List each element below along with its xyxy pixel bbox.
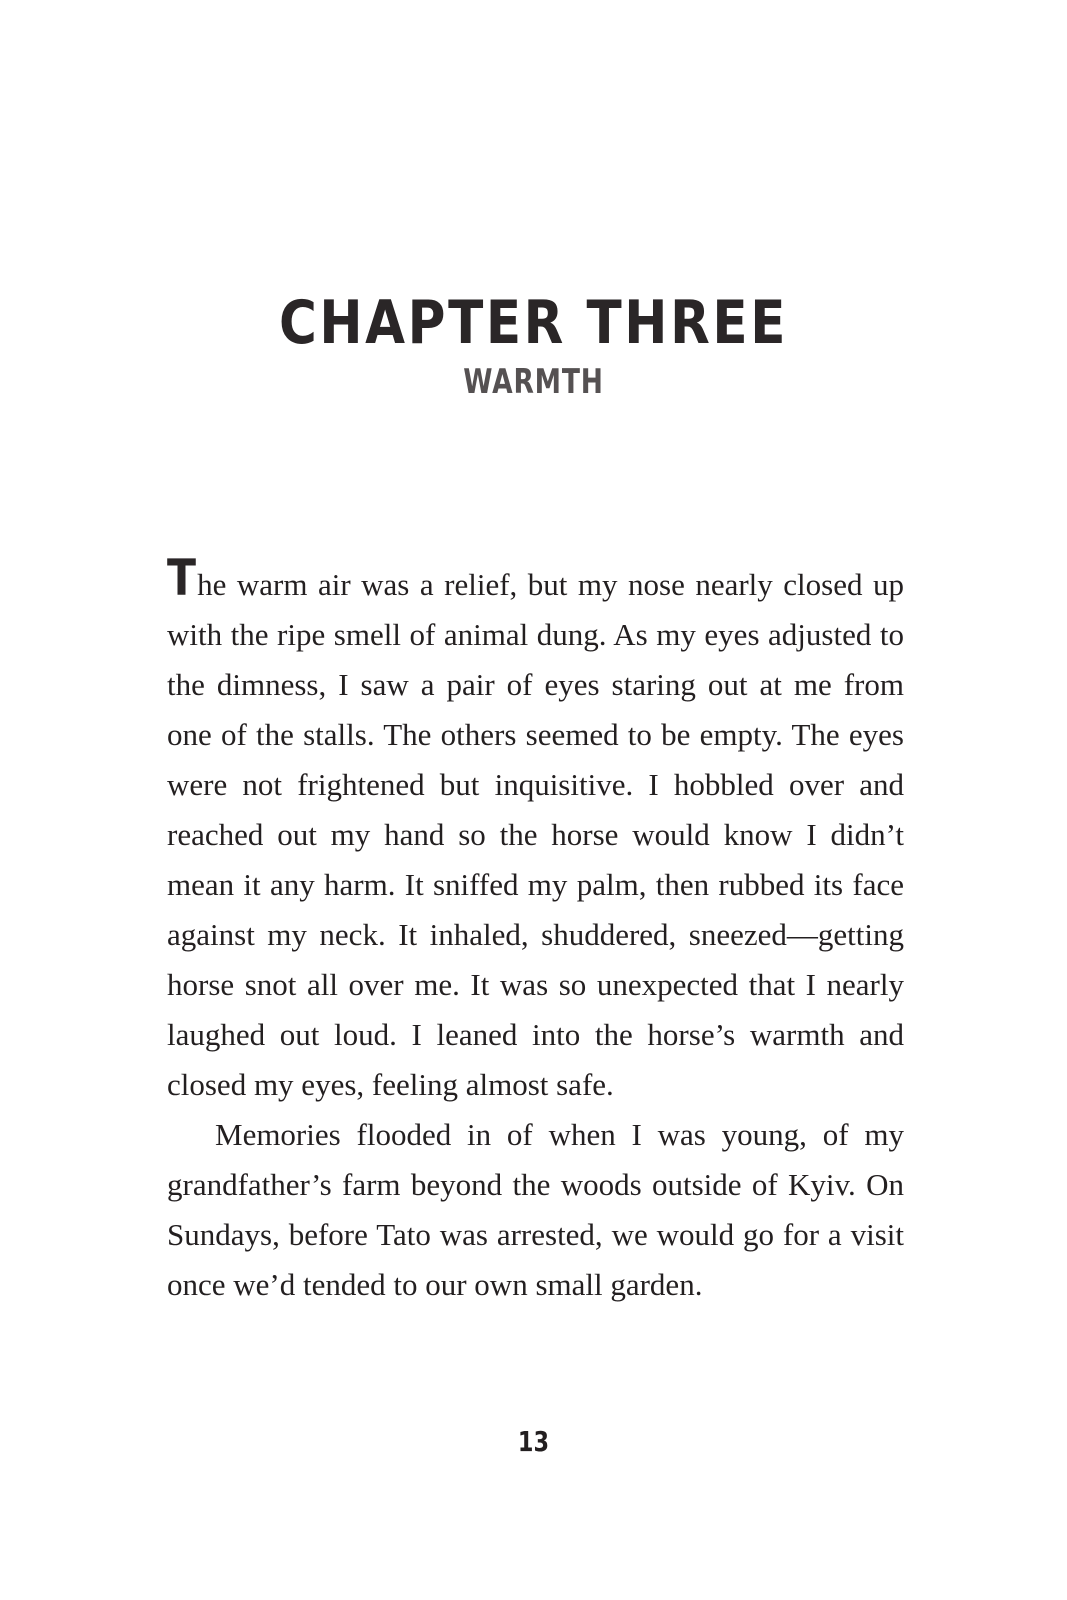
paragraph-1 (167, 549, 904, 1110)
paragraph-2: Memories flooded in of when I was young, of my grandfather’s farm beyond the woods outside of Kyiv. On Sundays, before Tato was arrested, we would go for a visit once we’d tended to our own small garden. (167, 1117, 904, 1302)
chapter-title: CHAPTER THREE (278, 288, 789, 358)
drop-cap: T (167, 549, 196, 607)
chapter-subtitle: WARMTH (463, 362, 604, 402)
paragraph-1-text: he warm air was a relief, but my nose nearly closed up with the ripe smell of animal dung. As my eyes adjusted to the dimness, I saw a pair of eyes staring out at me from one of the stalls. The others seemed to be empty. The eyes were not frightened but inquisitive. I hobbled over and reached out my hand so the horse would know I didn’t mean it any harm. It sniffed my palm, then rubbed its face against my neck. It inhaled, shuddered, sneezed—getting horse snot all over me. It was so unexpected that I nearly laughed out loud. I leaned into the horse’s warmth and closed my eyes, feeling almost safe. (167, 567, 904, 1102)
body-text (167, 549, 904, 1310)
page-number: 13 (517, 1425, 550, 1458)
